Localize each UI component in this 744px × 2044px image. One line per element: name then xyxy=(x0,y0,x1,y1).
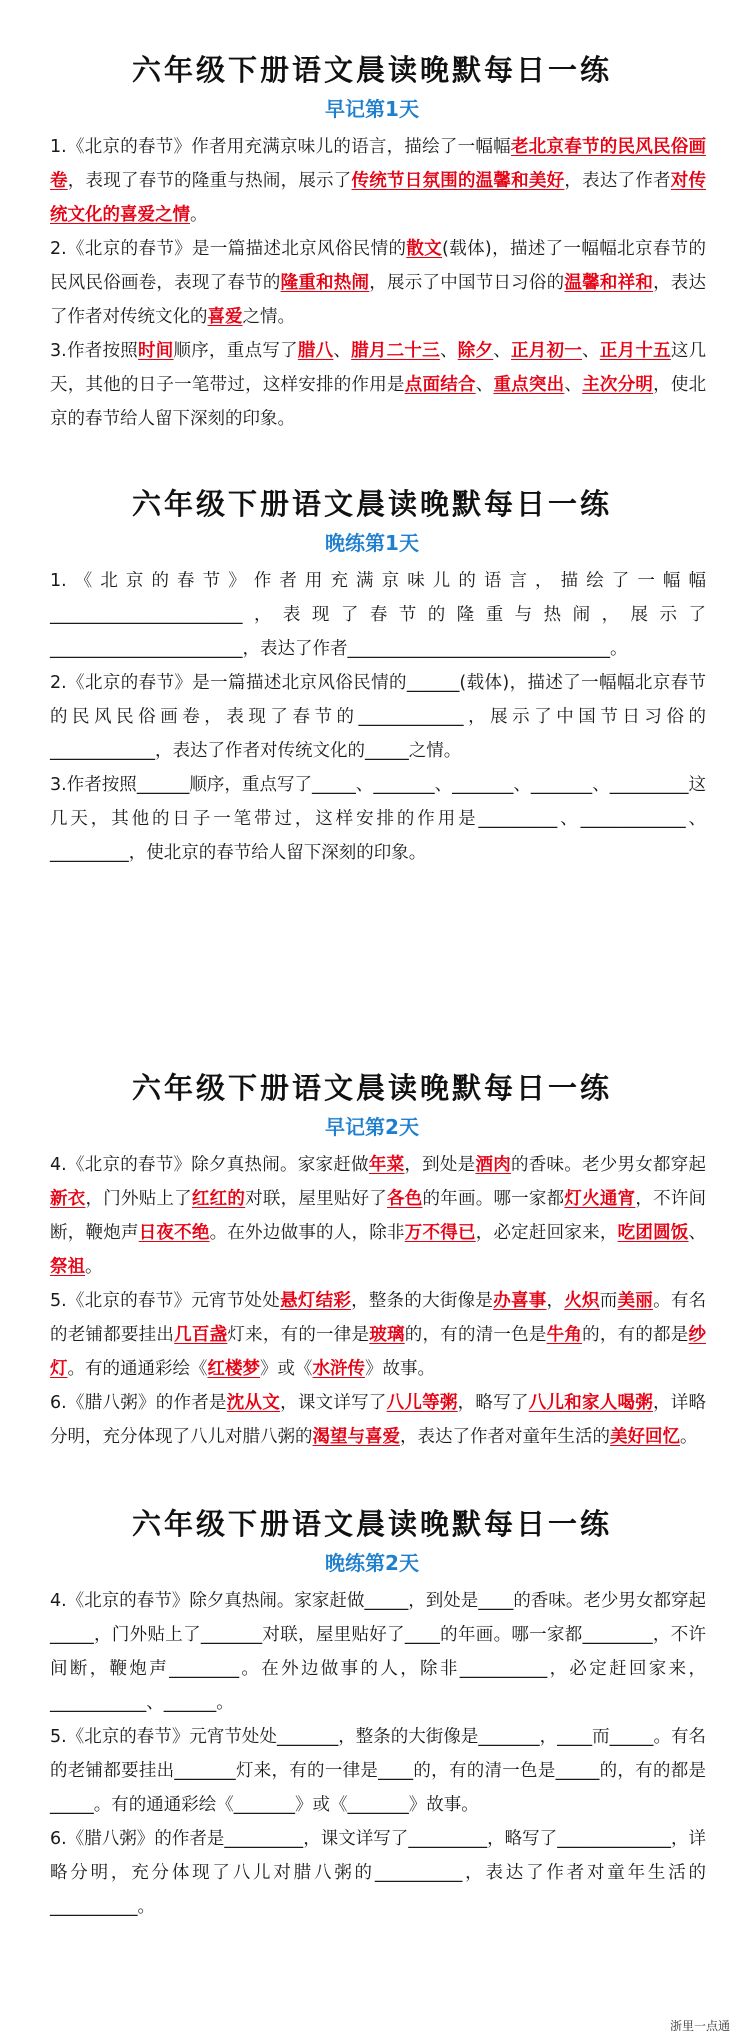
question-text: 的，有的清一色是 xyxy=(404,1325,547,1345)
answer-highlight: 日夜不绝 xyxy=(138,1223,210,1243)
question-item xyxy=(50,232,706,334)
answer-highlight: 渴望与喜爱 xyxy=(312,1427,400,1447)
answer-highlight: 喜爱 xyxy=(207,307,243,327)
question-text: 》或《 xyxy=(260,1359,313,1379)
question-item xyxy=(50,1584,706,1720)
answer-highlight: 除夕 xyxy=(457,341,494,361)
answer-highlight: 散文 xyxy=(406,239,443,259)
question-text: ，表达了作者对传统文化的 xyxy=(50,273,707,327)
section-subtitle: 早记第2天 xyxy=(325,1115,419,1139)
question-text: 4.《北京的春节》除夕真热闹。家家赶做_____，到处是____的香味。老少男女都穿起_____，门外贴上了_______对联，屋里贴好了____的年画。哪一家都________，不许间断，鞭炮声________。在外边做事的人，除非__________，必定赶回家来，___________、______。 xyxy=(50,1591,706,1713)
question-text: 对联，屋里贴好了 xyxy=(245,1189,388,1209)
section-title: 六年级下册语文晨读晚默每日一练 xyxy=(131,487,612,521)
question-text: 、 xyxy=(493,341,511,361)
question-text: ，略写了 xyxy=(457,1393,529,1413)
question-text: ，必定赶回家来， xyxy=(475,1223,618,1243)
answer-highlight: 美丽 xyxy=(617,1291,654,1311)
answer-highlight: 吃团圆饭 xyxy=(617,1223,689,1243)
section-subtitle: 晚练第1天 xyxy=(325,531,419,555)
answer-highlight: 牛角 xyxy=(546,1325,583,1345)
question-text: 5.《北京的春节》元宵节处处_______，整条的大街像是_______，____而_____。有名的老铺都要挂出_______灯来，有的一律是____的，有的清一色是_____的，有的都是_____。有的通通彩绘《_______》或《_______》故事。 xyxy=(50,1727,706,1815)
question-item xyxy=(50,130,706,232)
question-text: 3.作者按照 xyxy=(50,341,138,361)
question-text: 。 xyxy=(190,205,208,225)
question-text: ，到处是 xyxy=(404,1155,476,1175)
question-text: 。在外边做事的人，除非 xyxy=(209,1223,405,1243)
question-text: 灯来，有的一律是 xyxy=(227,1325,370,1345)
section-title: 六年级下册语文晨读晚默每日一练 xyxy=(131,53,612,87)
question-text: 之情。 xyxy=(242,307,295,327)
answer-highlight: 对传统文化的喜爱之情 xyxy=(50,171,707,225)
question-text: 6.《腊八粥》的作者是 xyxy=(50,1393,227,1413)
answer-highlight: 悬灯结彩 xyxy=(280,1291,352,1311)
question-text: 。 xyxy=(85,1257,103,1277)
answer-highlight: 八儿和家人喝粥 xyxy=(528,1393,654,1413)
question-text: ，表达了作者 xyxy=(564,171,671,191)
question-item xyxy=(50,334,706,436)
answer-highlight: 时间 xyxy=(138,341,174,361)
question-text: ，表现了春节的隆重与热闹，展示了 xyxy=(67,171,352,191)
question-text: 6.《腊八粥》的作者是_________，课文详写了_________，略写了_____________，详略分明，充分体现了八儿对腊八粥的__________，表达了作者对童年生活的__________。 xyxy=(50,1829,706,1917)
question-text: 顺序，重点写了 xyxy=(173,341,298,361)
answer-highlight: 重点突出 xyxy=(493,375,565,395)
answer-highlight: 八儿等粥 xyxy=(386,1393,458,1413)
answer-highlight: 万不得已 xyxy=(404,1223,476,1243)
question-text: ，详略分明，充分体现了八儿对腊八粥的 xyxy=(50,1393,707,1447)
question-text: ， xyxy=(546,1291,565,1311)
question-item xyxy=(50,564,706,666)
answer-highlight: 正月初一 xyxy=(511,341,583,361)
question-text: 、 xyxy=(475,375,494,395)
section-title: 六年级下册语文晨读晚默每日一练 xyxy=(131,1071,612,1105)
answer-highlight: 沈从文 xyxy=(226,1393,281,1413)
question-text: (载体)，描述了一幅幅北京春节的民风民俗画卷，表现了春节的 xyxy=(50,239,707,293)
question-text: ，不许间断，鞭炮声 xyxy=(50,1189,707,1243)
question-text: 这几天，其他的日子一笔带过，这样安排的作用是 xyxy=(50,341,707,395)
question-text: ，整条的大街像是 xyxy=(351,1291,494,1311)
answer-highlight: 传统节日氛围的温馨和美好 xyxy=(351,171,565,191)
answer-highlight: 隆重和热闹 xyxy=(280,273,370,293)
question-item xyxy=(50,1386,706,1454)
question-item xyxy=(50,1284,706,1386)
question-text: 、 xyxy=(582,341,600,361)
question-text: ，门外贴上了 xyxy=(85,1189,192,1209)
answer-highlight: 酒肉 xyxy=(475,1155,511,1175)
question-item xyxy=(50,1720,706,1822)
answer-highlight: 办喜事 xyxy=(493,1291,547,1311)
question-text: 、 xyxy=(688,1223,707,1243)
answer-highlight: 正月十五 xyxy=(599,341,671,361)
question-text: 4.《北京的春节》除夕真热闹。家家赶做 xyxy=(50,1155,369,1175)
section-title: 六年级下册语文晨读晚默每日一练 xyxy=(131,1507,612,1541)
question-item xyxy=(50,1822,706,1924)
section-morning-day1 xyxy=(0,50,744,436)
answer-highlight: 主次分明 xyxy=(582,375,654,395)
question-item xyxy=(50,1148,706,1284)
question-text: 3.作者按照______顺序，重点写了_____、_______、_______、_______、_________这几天，其他的日子一笔带过，这样安排的作用是_________、____________、_________，使北京的春节给人留下深刻的印象。 xyxy=(50,775,706,863)
answer-highlight: 年菜 xyxy=(368,1155,405,1175)
question-text: 、 xyxy=(564,375,583,395)
question-text: ，课文详写了 xyxy=(280,1393,387,1413)
question-text: 5.《北京的春节》元宵节处处 xyxy=(50,1291,281,1311)
question-item xyxy=(50,768,706,870)
question-text: 、 xyxy=(333,341,352,361)
answer-highlight: 新衣 xyxy=(50,1189,86,1209)
answer-highlight: 纱灯 xyxy=(50,1325,707,1379)
section-subtitle: 早记第1天 xyxy=(325,97,419,121)
question-text: 、 xyxy=(439,341,458,361)
section-evening-day1 xyxy=(0,484,744,870)
question-text: 1.《北京的春节》作者用充满京味儿的语言，描绘了一幅幅 xyxy=(50,137,511,157)
answer-highlight: 红楼梦 xyxy=(207,1359,260,1379)
question-text: 2.《北京的春节》是一篇描述北京风俗民情的______(载体)，描述了一幅幅北京春节的民风民俗画卷，表现了春节的____________，展示了中国节日习俗的____________，表达了作者对传统文化的_____之情。 xyxy=(50,673,706,761)
question-text: ，表达了作者对童年生活的 xyxy=(400,1427,610,1447)
answer-highlight: 火炽 xyxy=(564,1291,600,1311)
section-subtitle: 晚练第2天 xyxy=(325,1551,419,1575)
answer-highlight: 老北京春节的民风民俗画卷 xyxy=(50,137,707,191)
answer-highlight: 温馨和祥和 xyxy=(564,273,654,293)
answer-highlight: 几百盏 xyxy=(174,1325,228,1345)
answer-highlight: 腊八 xyxy=(297,341,334,361)
question-text: 》故事。 xyxy=(365,1359,435,1379)
question-text: ，展示了中国节日习俗的 xyxy=(369,273,565,293)
answer-highlight: 祭祖 xyxy=(50,1257,85,1277)
answer-highlight: 玻璃 xyxy=(369,1325,405,1345)
question-text: 的年画。哪一家都 xyxy=(422,1189,565,1209)
question-text: 1.《北京的春节》作者用充满京味儿的语言，描绘了一幅幅______________________，表现了春节的隆重与热闹，展示了______________________，表达了作者______________________________。 xyxy=(50,571,706,659)
question-text: 的，有的都是 xyxy=(582,1325,689,1345)
question-text: 。有名的老铺都要挂出 xyxy=(50,1291,707,1345)
footer-watermark: 浙里一点通 xyxy=(669,2019,730,2033)
answer-highlight: 腊月二十三 xyxy=(351,341,440,361)
answer-highlight: 各色 xyxy=(387,1189,423,1209)
answer-highlight: 水浒传 xyxy=(312,1359,365,1379)
question-text: 而 xyxy=(599,1291,618,1311)
answer-highlight: 灯火通宵 xyxy=(564,1189,636,1209)
answer-highlight: 点面结合 xyxy=(404,375,476,395)
question-text: 。 xyxy=(680,1427,698,1447)
section-morning-day2 xyxy=(0,1068,744,1454)
question-text: 。有的通通彩绘《 xyxy=(67,1359,208,1379)
question-text: ，使北京的春节给人留下深刻的印象。 xyxy=(50,375,707,429)
question-text: 2.《北京的春节》是一篇描述北京风俗民情的 xyxy=(50,239,407,259)
question-text: 的香味。老少男女都穿起 xyxy=(510,1155,707,1175)
section-evening-day2 xyxy=(0,1504,744,1924)
question-item xyxy=(50,666,706,768)
answer-highlight: 美好回忆 xyxy=(610,1427,680,1447)
answer-highlight: 红红的 xyxy=(191,1189,246,1209)
